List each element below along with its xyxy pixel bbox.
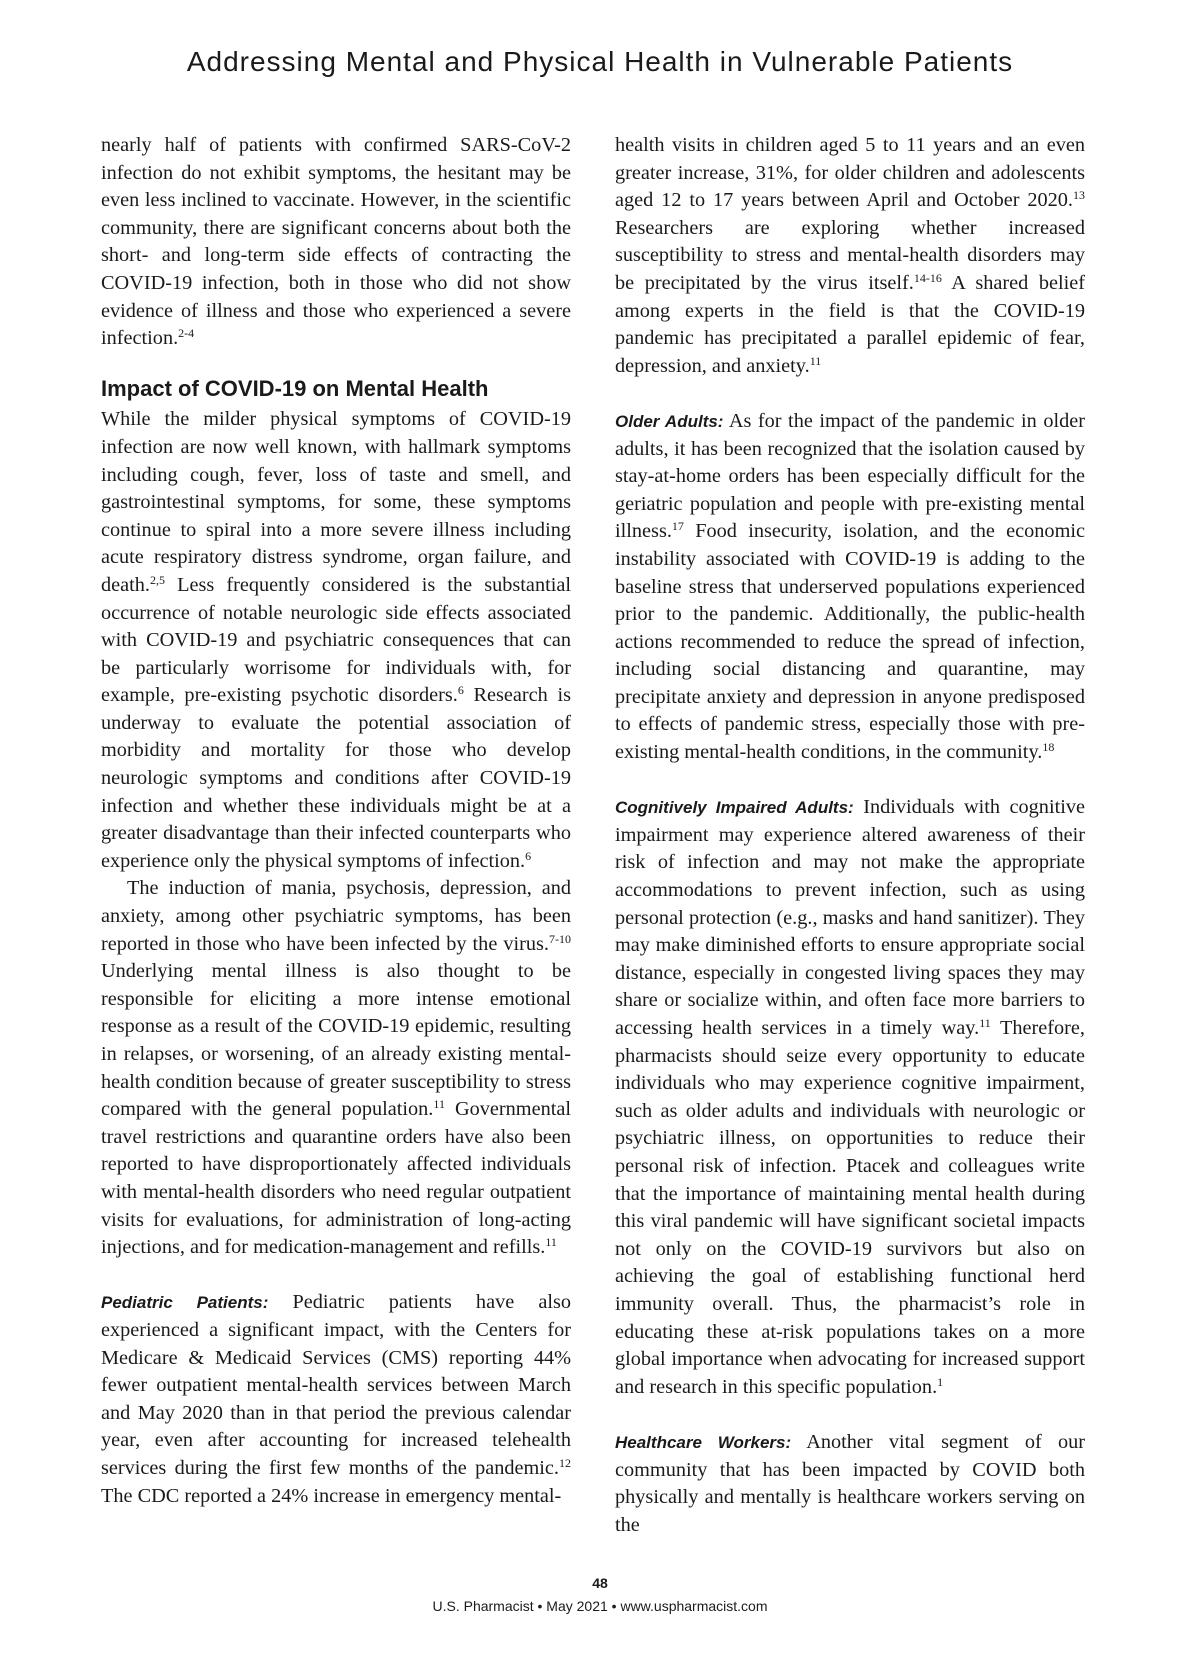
right-column (615, 132, 1085, 1539)
body-text: Food insecurity, isolation, and the economic instability associated with COVID-19 is adding to the baseline stress that underserved populations experienced prior to the pandemic. Additionally, the public-health actions recommended to reduce the spread of infection, including social distancing and quarantine, may precipitate anxiety and depression in anyone predisposed to effects of pandemic stress, especially those with pre-existing mental-health conditions, in the community. (615, 520, 1085, 764)
body-text: A shared belief among experts in the field is that the COVID-19 pandemic has precipitated a parallel epidemic of fear, depression, and anxiety. (615, 271, 1085, 377)
reference-superscript: 6 (457, 683, 464, 698)
reference-superscript: 11 (979, 1016, 991, 1030)
reference-superscript: 11 (433, 1097, 445, 1112)
paragraph-mental-health-impact (101, 406, 571, 875)
section-heading: Impact of COVID-19 on Mental Health (101, 375, 489, 401)
paragraph-healthcare-workers (615, 1429, 1085, 1539)
subsection-label: Pediatric Patients: (101, 1293, 269, 1313)
paragraph-intro-continued (101, 132, 571, 353)
reference-superscript: 13 (1073, 188, 1085, 203)
body-text: While the milder physical symptoms of COVID-19 infection are now well known, with hallmark symptoms including cough, fever, loss of taste and smell, and gastrointestinal symptoms, for some, these symptoms continue to spiral into a more severe illness including acute respiratory distress syndrome, organ failure, and death. (101, 408, 571, 596)
page-number: 48 (592, 1575, 608, 1591)
reference-superscript: 14-16 (913, 270, 942, 285)
body-text: Underlying mental illness is also thought to be responsible for eliciting a more intense emotional response as a result of the COVID-19 epidemic, resulting in relapses, or worsening, of an already existing mental-health condition because of greater susceptibility to stress compared with the general population. (101, 960, 571, 1121)
reference-superscript: 6 (525, 848, 532, 863)
body-text: The induction of mania, psychosis, depression, and anxiety, among other psychiatric symptoms, has been reported in those who have been infected by the virus. (101, 877, 571, 955)
paragraph-pediatric-patients (101, 1289, 571, 1510)
reference-superscript: 2-4 (178, 326, 195, 341)
paragraph-psychiatric-symptoms (101, 875, 571, 1261)
reference-superscript: 17 (671, 519, 684, 534)
reference-superscript: 7-10 (549, 931, 571, 946)
reference-superscript: 18 (1042, 740, 1055, 755)
body-text: Therefore, pharmacists should seize every opportunity to educate individuals who may experience cognitive impairment, such as older adults and individuals with neurologic or psychiatric illness, on opportunities to reduce their personal risk of infection. Ptacek and colleagues write that the importance of maintaining mental health during this viral pandemic will have significant societal impacts not only on the COVID-19 survivors but also on achieving the goal of establishing functional herd immunity overall. Thus, the pharmacist’s role in educating these at-risk populations takes on a more global importance when advocating for increased support and research in this specific population. (615, 1017, 1085, 1398)
subsection-label: Older Adults: (615, 411, 724, 431)
paragraph-older-adults (615, 408, 1085, 767)
body-text: The CDC reported a 24% increase in emergency mental- (101, 1484, 562, 1507)
reference-superscript: 1 (937, 1374, 944, 1389)
body-text: As for the impact of the pandemic in older adults, it has been recognized that the isolation caused by stay-at-home orders has been especially difficult for the geriatric population and people with pre-existing mental illness. (615, 409, 1086, 543)
subsection-label: Healthcare Workers: (615, 1432, 792, 1452)
paragraph-cognitively-impaired-adults (615, 794, 1085, 1401)
body-text: Pediatric patients have also experienced a significant impact, with the Centers for Medicare & Medicaid Services (CMS) reporting 44% fewer outpatient mental-health services between March and May 2020 than in that period the previous calendar year, even after accounting for increased telehealth services during the first few months of the pandemic. (101, 1291, 572, 1479)
body-text: Research is underway to evaluate the potential association of morbidity and mortality for those who develop neurologic symptoms and conditions after COVID-19 infection and whether these individuals might be at a greater disadvantage than their infected counterparts who experience only the physical symptoms of infection. (101, 684, 572, 872)
body-text: Researchers are exploring whether increased susceptibility to stress and mental-health disorders may be precipitated by the virus itself. (615, 216, 1085, 294)
body-text: Governmental travel restrictions and quarantine orders have also been reported to have disproportionately affected individuals with mental-health disorders who need regular outpatient visits for evaluations, for administration of long-acting injections, and for medication-management and refills. (101, 1098, 571, 1259)
footer-publication-line: U.S. Pharmacist • May 2021 • www.uspharmacist.com (432, 1598, 768, 1614)
body-text: Individuals with cognitive impairment may experience altered awareness of their risk of infection and may not make the appropriate accommodations to prevent infection, such as using personal protection (e.g., masks and hand sanitizer). They may make diminished efforts to ensure appropriate social distance, especially in congested living spaces they may share or socialize within, and often face more barriers to accessing health services in a timely way. (615, 796, 1085, 1039)
reference-superscript: 2,5 (150, 572, 165, 587)
body-text: health visits in children aged 5 to 11 years and an even greater increase, 31%, for older children and adolescents aged 12 to 17 years between April and October 2020. (615, 134, 1085, 212)
reference-superscript: 12 (559, 1455, 571, 1470)
reference-superscript: 11 (545, 1235, 557, 1250)
body-text: nearly half of patients with confirmed SARS-CoV-2 infection do not exhibit symptoms, the hesitant may be even less inclined to vaccinate. However, in the scientific community, there are significant concerns about both the short- and long-term side effects of contracting the COVID-19 infection, both in those who did not show evidence of illness and those who experienced a severe infection. (101, 134, 571, 350)
body-text: Less frequently considered is the substantial occurrence of notable neurologic side effects associated with COVID-19 and psychiatric consequences that can be particularly worrisome for individuals with, for example, pre-existing psychotic disorders. (101, 573, 571, 707)
subsection-label: Cognitively Impaired Adults: (615, 798, 854, 818)
body-text: Another vital segment of our community that has been impacted by COVID both physically and mentally is healthcare workers serving on the (615, 1430, 1085, 1536)
paragraph-pediatric-continued (615, 132, 1085, 380)
reference-superscript: 11 (809, 353, 822, 368)
left-column (101, 132, 571, 1510)
running-head-title: Addressing Mental and Physical Health in Vulnerable Patients (186, 46, 1014, 77)
